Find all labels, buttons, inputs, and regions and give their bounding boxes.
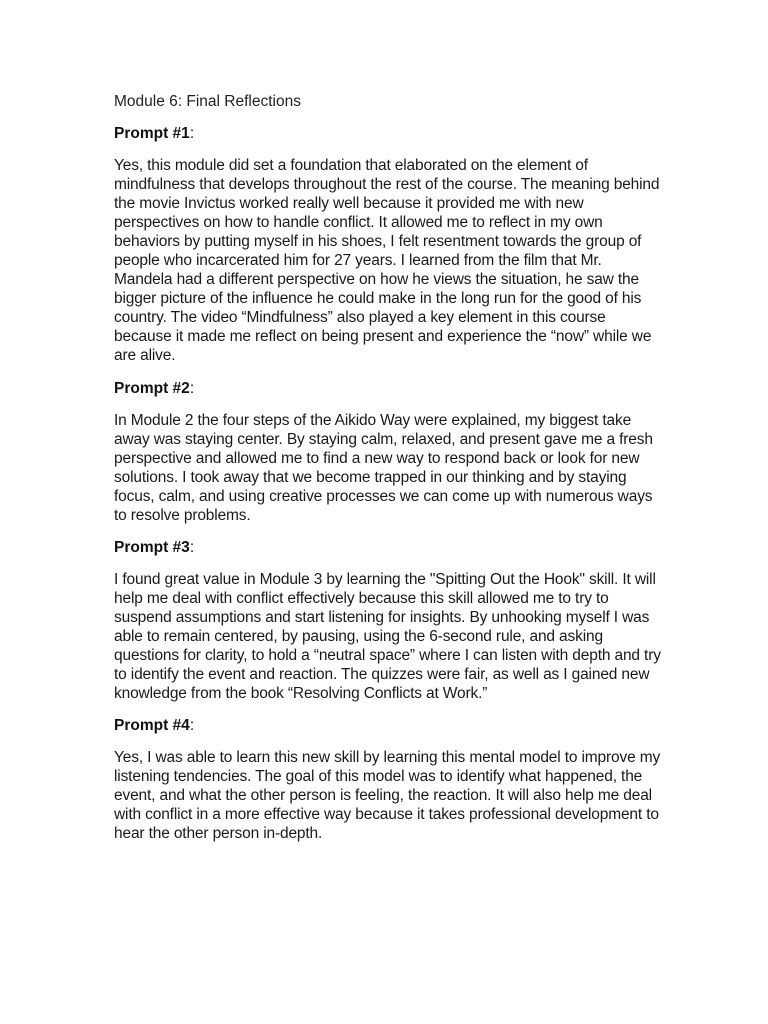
prompt-4-colon: : <box>189 717 195 735</box>
prompt-4-body: Yes, I was able to learn this new skill by learning this mental model to improve my listening tendencies. The goal of this model was to identify what happened, the event, and what the other person is feeling, the reaction. It will also help me deal with conflict in a more effective way because it takes professional development to hear the other person in-depth. <box>114 749 661 843</box>
prompt-2-colon: : <box>189 379 195 397</box>
document-title: Module 6: Final Reflections <box>114 93 301 110</box>
document-page <box>114 92 662 856</box>
prompt-2-heading <box>114 379 662 398</box>
prompt-2-label: Prompt #2 <box>114 379 190 397</box>
prompt-1-colon: : <box>189 125 195 142</box>
prompt-3-body: I found great value in Module 3 by learning the "Spitting Out the Hook" skill. It will help me deal with conflict effectively because this skill allowed me to try to suspend assumptions and start listening for insights. By unhooking myself I was able to remain centered, by pausing, using the 6-second rule, and asking questions for clarity, to hold a “neutral space” where I can listen with depth and try to identify the event and reaction. The quizzes were fair, as well as I gained new knowledge from the book “Resolving Conflicts at Work.” <box>114 570 661 703</box>
prompt-3-colon: : <box>189 538 195 556</box>
prompt-3-label: Prompt #3 <box>114 538 190 556</box>
prompt-2-body: In Module 2 the four steps of the Aikido Way were explained, my biggest take away was staying center. By staying calm, relaxed, and present gave me a fresh perspective and allowed me to find a new way to respond back or look for new solutions. I took away that we become trapped in our thinking and by staying focus, calm, and using creative processes we can come up with numerous ways to resolve problems. <box>114 411 653 524</box>
prompt-1-body: Yes, this module did set a foundation that elaborated on the element of mindfulness that develops throughout the rest of the course. The meaning behind the movie Invictus worked really well because it provided me with new perspectives on how to handle conflict. It allowed me to reflect in my own behaviors by putting myself in his shoes, I felt resentment towards the group of people who incarcerated him for 27 years. I learned from the film that Mr. Mandela had a different perspective on how he views the situation, he saw the bigger picture of the influence he could make in the long run for the good of his country. The video “Mindfulness” also played a key element in this course because it made me reflect on being present and experience the “now” while we are alive. <box>114 157 660 365</box>
prompt-1-heading <box>114 124 662 143</box>
prompt-1-label: Prompt #1 <box>114 125 190 142</box>
prompt-4-label: Prompt #4 <box>114 717 190 735</box>
prompt-4-heading <box>114 716 662 735</box>
prompt-3-heading <box>114 538 662 557</box>
